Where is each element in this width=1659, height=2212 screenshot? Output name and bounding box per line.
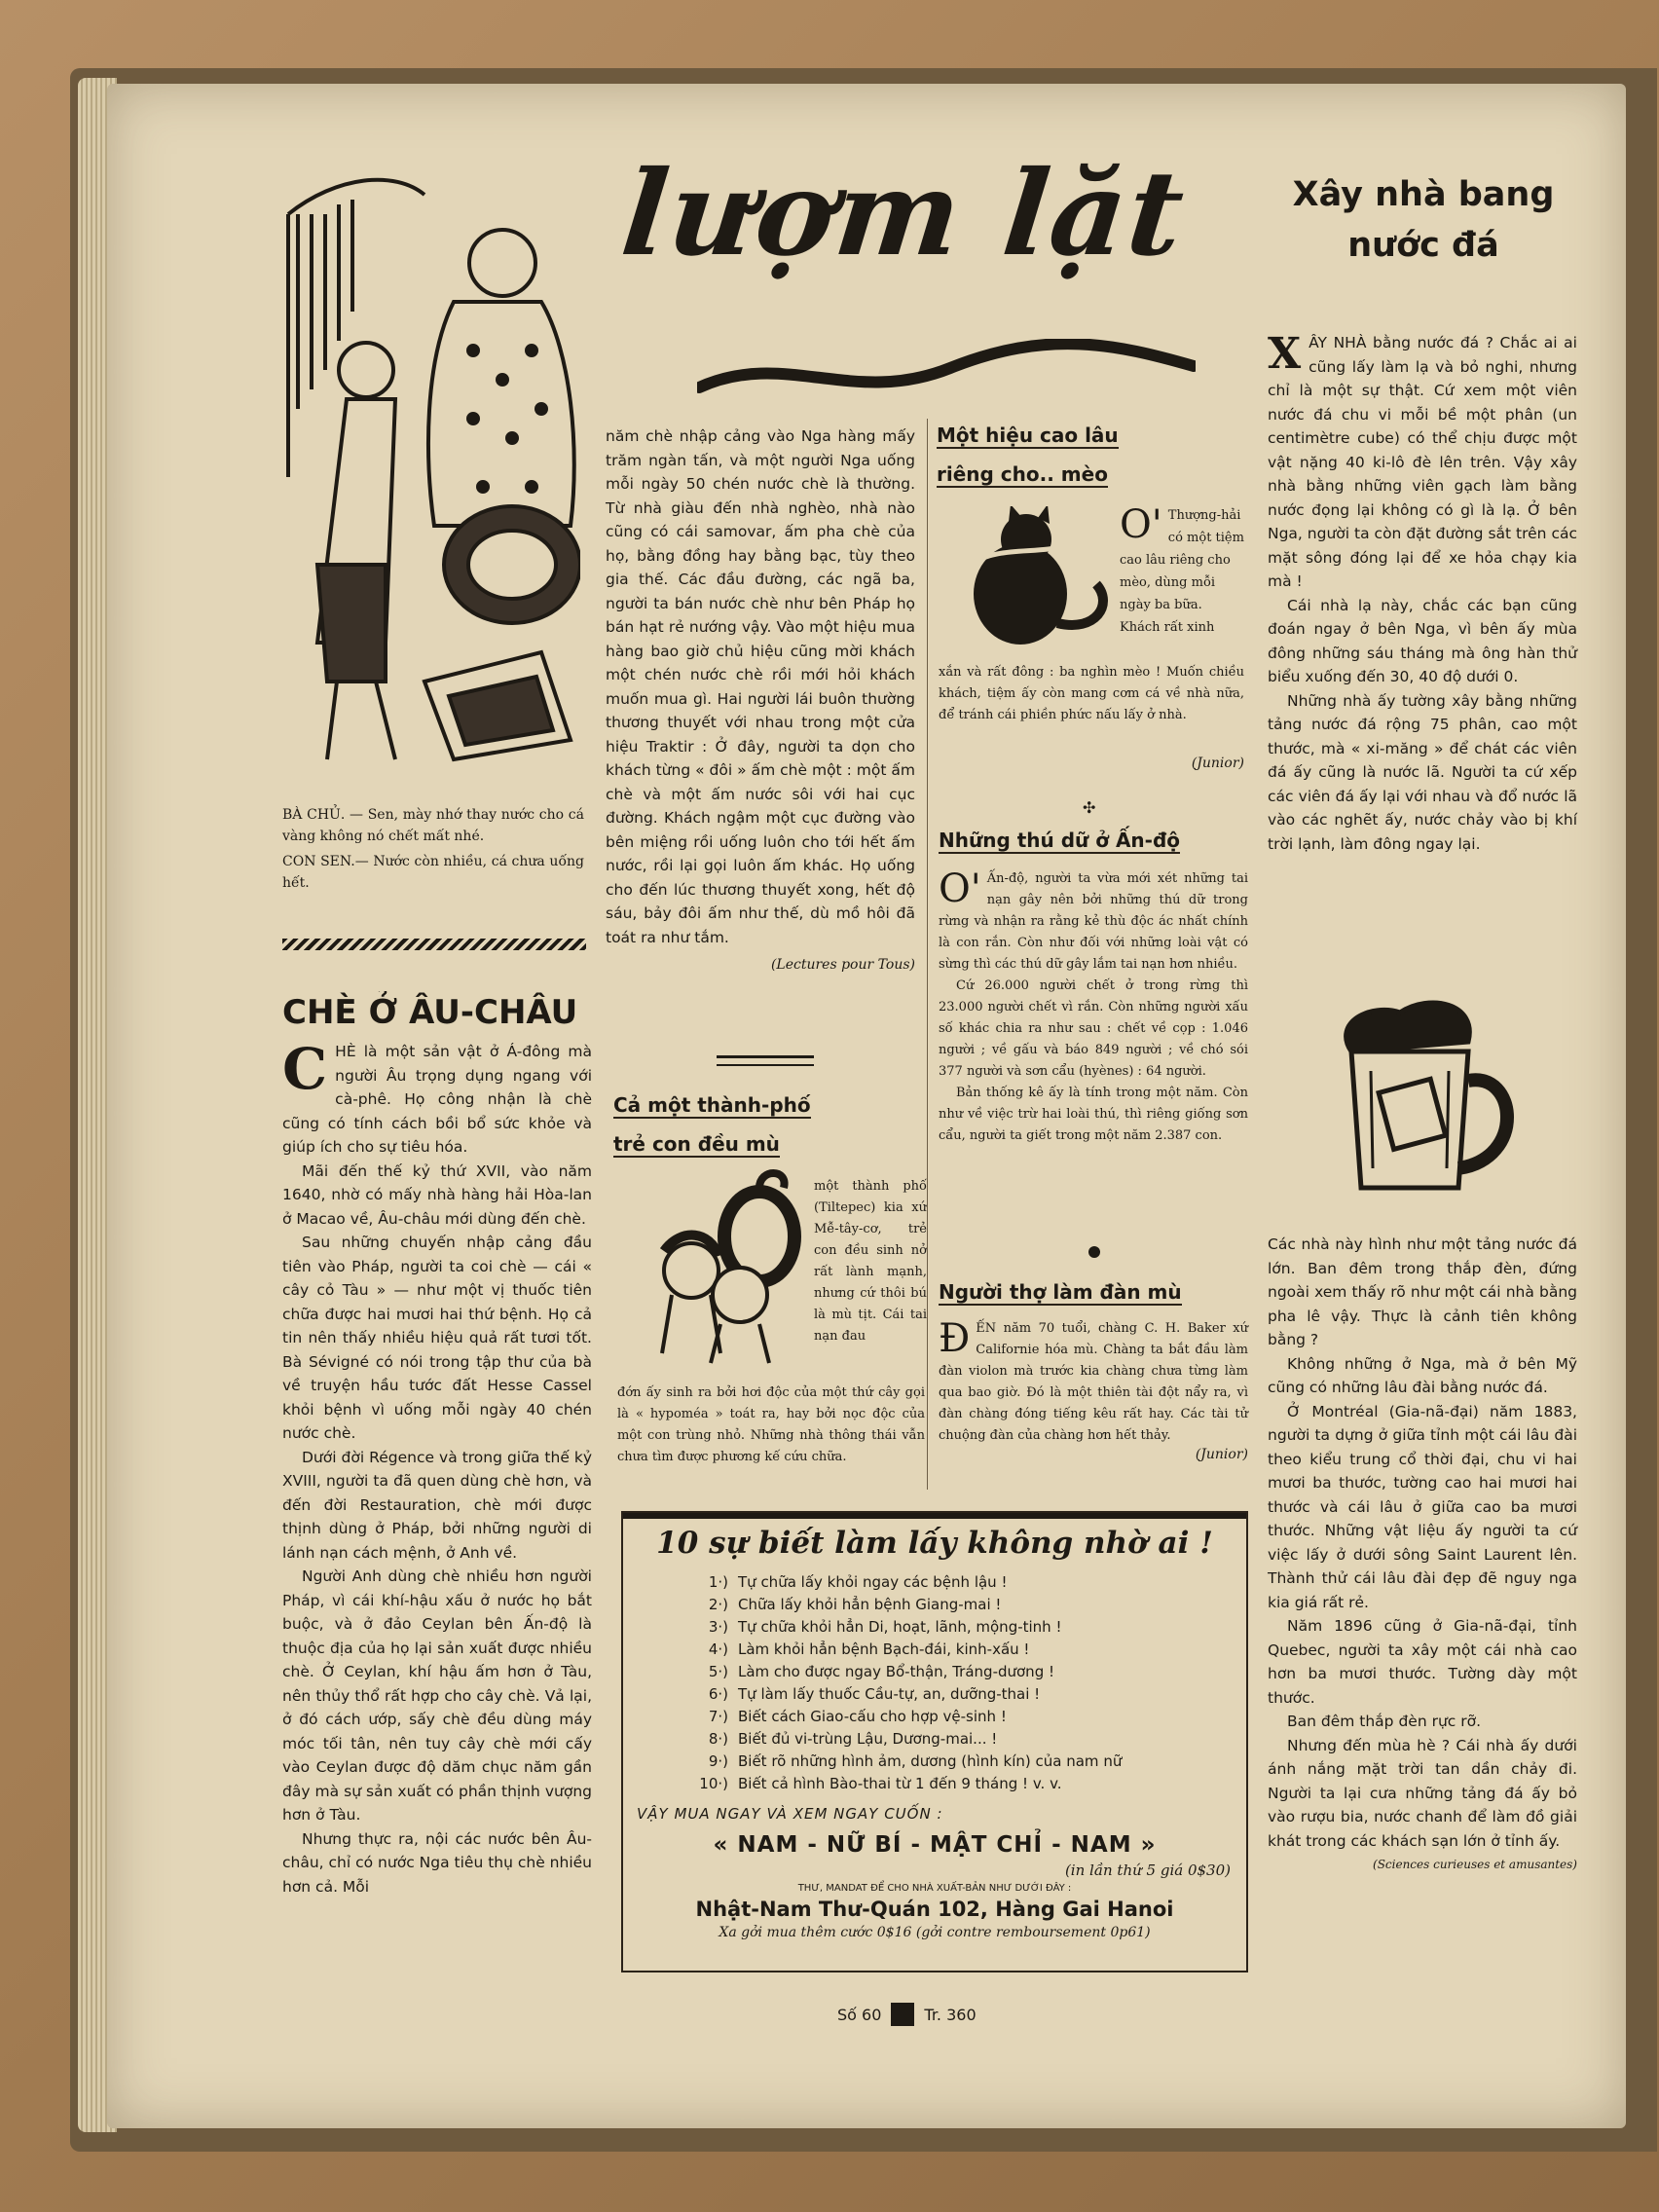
- divider-dot: [1088, 1246, 1100, 1258]
- ice-house-article: [1268, 331, 1577, 856]
- tea-paragraph: Dưới đời Régence và trong giữa thế kỷ XVIII, người ta đã quen dùng chè hơn, và đến đời Restauration, chè mới được thịnh dùng ở Pháp, bởi những người di lánh nạn cách mệnh, ở Anh về.: [282, 1448, 592, 1562]
- ad-item-text: Biết cách Giao-cấu cho hợp vệ-sinh !: [738, 1708, 1007, 1725]
- ad-item-text: Tự chữa lấy khỏi ngay các bệnh lậu !: [738, 1573, 1008, 1591]
- cats-title-line-1: Một hiệu cao lâu: [937, 424, 1119, 447]
- ad-list-item: [691, 1773, 1246, 1795]
- cats-text: xắn và rất đông : ba nghìn mèo ! Muốn chiều khách, tiệm ấy còn mang cơm cá về nhà nữa, để tránh cái phiền phức nấu lấy ở nhà.: [939, 665, 1244, 722]
- beasts-article: [939, 824, 1248, 1147]
- beasts-paragraph: Bản thống kê ấy là tính trong một năm. Còn như về việc trừ hai loài thú, thì riêng giống sơn cẩu, người ta giết trong một năm 2.387 con.: [939, 1086, 1248, 1143]
- caption-madam: BÀ CHỦ. — Sen, mày nhớ thay nước cho cá vàng không nó chết mất nhé.: [282, 807, 584, 844]
- ad-item-text: Tự chữa khỏi hẳn Di, hoạt, lãnh, mộng-tinh !: [738, 1618, 1062, 1636]
- ice-paragraph: Các nhà này hình như một tảng nước đá lớn. Ban đêm trong thắp đèn, đứng ngoài xem thấy rõ như một cái nhà bằng pha lê vậy. Thực là cảnh tiên không bằng ?: [1268, 1235, 1577, 1348]
- ad-title: 10 sự biết làm lấy không nhờ ai !: [623, 1513, 1246, 1567]
- divider-dots: ✣: [1083, 798, 1096, 817]
- children-illustration: [643, 1168, 818, 1373]
- tea-paragraph: Sau những chuyến nhập cảng đầu tiên vào Pháp, người ta coi chè — cái « cây cỏ Tàu » — như một vị thuốc tiên chữa được hai mươi hai thứ bệnh. Họ cả tin nên thấy nhiều hiệu quả rất tươi tốt. Bà Sévigné có nói trong tập thư của bà về truyện hầu tước đất Hesse Cassel khỏi bệnh vì uống mỗi ngày 40 chén nước chè.: [282, 1234, 592, 1442]
- magazine-logo-icon: [891, 2003, 914, 2026]
- ad-item-number: 4·): [708, 1641, 728, 1658]
- beasts-drop-cap: O': [939, 866, 981, 911]
- children-text-side: một thành phố (Tiltepec) kia xứ Mễ-tây-cơ, trẻ con đều sinh nở rất lành mạnh, nhưng cứ thôi bú là mù tịt. Cái tai nạn đau: [814, 1179, 927, 1344]
- ice-paragraph: Nhưng đến mùa hè ? Cái nhà ấy dưới ánh nắng mặt trời tan dần chảy đi. Người ta lại cưa những tảng đá ấy bỏ vào rượu bia, nước chanh để làm đồ giải khát trong các khách sạn lớn ở tỉnh ấy.: [1268, 1736, 1577, 1850]
- cats-text-side: Thượng-hải có một tiệm cao lâu riêng cho mèo, dùng mỗi ngày ba bữa. Khách rất xinh: [1120, 508, 1244, 635]
- tea-source: (Lectures pour Tous): [770, 957, 915, 973]
- children-title-line-2: trẻ con đều mù: [613, 1132, 780, 1156]
- ad-list-item: [691, 1661, 1246, 1683]
- ad-list-item: [691, 1751, 1246, 1773]
- violin-text: ẾN năm 70 tuổi, chàng C. H. Baker xứ Californie hóa mù. Chàng ta bắt đầu làm đàn violon mà trước kia chàng chưa từng làm qua bao giờ. Đó là một thiên tài đột nẩy ra, vì đàn chàng đóng tiếng kêu rất hay. Các tài tử chuộng đàn của chàng hơn hết thảy.: [939, 1321, 1248, 1443]
- ice-paragraph: Ban đêm thắp đèn rực rỡ.: [1287, 1713, 1482, 1730]
- ad-buy-line: VẬY MUA NGAY VÀ XEM NGAY CUỐN :: [637, 1805, 943, 1823]
- ad-book-title: « NAM - NỮ BÍ - MẬT CHỈ - NAM »: [713, 1832, 1157, 1858]
- ice-paragraph: Năm 1896 cũng ở Gia-nã-đại, tỉnh Quebec, người ta xây một cái nhà cao hơn ba mươi thước. Tường dày một thước.: [1268, 1617, 1577, 1707]
- column-rule: [927, 419, 928, 1490]
- tea-title: CHÈ Ở ÂU-CHÂU: [282, 993, 578, 1032]
- ad-list-item: [691, 1728, 1246, 1751]
- ad-mail-note: THƯ, MANDAT ĐỂ CHO NHÀ XUẤT-BẢN NHƯ DƯỚI ĐÂY :: [797, 1883, 1072, 1894]
- ad-item-number: 5·): [708, 1663, 728, 1680]
- masthead: [615, 145, 1246, 292]
- ad-item-number: 10·): [699, 1775, 728, 1792]
- masthead-title: lượm lặt: [615, 145, 1192, 282]
- masthead-wave: [697, 339, 1196, 407]
- ice-house-heading: [1266, 171, 1581, 273]
- tea-paragraph: HÈ là một sản vật ở Á-đông mà người Âu trọng dụng ngang với cà-phê. Họ công nhận là chè cũng có tính cách bồi bổ sức khỏe và giúp ích cho sự tiêu hóa.: [282, 1043, 592, 1156]
- tea-paragraph-continued: năm chè nhập cảng vào Nga hàng mấy trăm ngàn tấn, và một người Nga uống mỗi ngày 50 chén nước chè là thường. Từ nhà giàu đến nhà nghèo, nhà nào cũng có cái samovar, ấm pha chè của họ, bằng đồng hay bằng bạc, tùy theo gia thế. Các đầu đường, các ngã ba, người ta bán nước chè như bên Pháp họ bán hạt rẻ nướng vậy. Vào một hiệu mua hàng bao giờ chủ hiệu cũng mời khách một chén nước chè rồi mới hỏi khách muốn mua gì. Hai người lái buôn thường thương thuyết với nhau trong một cửa hiệu Traktir : Ở đây, người ta dọn cho khách từng « đôi » ấm chè một : một ấm chè và một ấm nước sôi với hai cục đường. Khách ngậm một cục đường vào bên miệng rồi uống luôn cho tới hết ấm nước, rồi lại gọi luôn ấm khác. Họ uống cho đến lúc thương thuyết xong, hết độ sáu, bảy đôi ấm như thế, dù mồ hôi đã toát ra như tắm.: [606, 427, 915, 946]
- ad-edition: (in lần thứ 5 giá 0$30): [1064, 1862, 1231, 1879]
- ice-paragraph: Không những ở Nga, mà ở bên Mỹ cũng có những lâu đài bằng nước đá.: [1268, 1354, 1577, 1396]
- cat-illustration: [950, 506, 1116, 652]
- ice-title-line-2: nước đá: [1347, 226, 1499, 265]
- tea-drop-cap: C: [282, 1036, 328, 1102]
- ice-house-article-cont: [1268, 1233, 1577, 1877]
- ad-item-number: 2·): [708, 1596, 728, 1613]
- violin-maker-article: [939, 1275, 1248, 1462]
- ad-item-text: Chữa lấy khỏi hẳn bệnh Giang-mai !: [738, 1596, 1002, 1613]
- ad-item-text: Biết cả hình Bào-thai từ 1 đến 9 tháng ! v. v.: [738, 1775, 1062, 1792]
- ad-postage: Xa gởi mua thêm cước 0$16 (gởi contre remboursement 0p61): [719, 1925, 1151, 1940]
- advertisement-box: [621, 1511, 1248, 1972]
- cartoon-illustration: [278, 175, 580, 779]
- ad-item-text: Biết rõ những hình ảm, dương (hình kín) của nam nữ: [738, 1752, 1123, 1770]
- ad-item-text: Tự làm lấy thuốc Cầu-tự, an, dưỡng-thai !: [738, 1685, 1041, 1703]
- ad-item-number: 9·): [708, 1752, 728, 1770]
- ice-drop-cap: X: [1268, 329, 1302, 379]
- tea-paragraph: Mãi đến thế kỷ thứ XVII, vào năm 1640, nhờ có mấy nhà hàng hải Hòa-lan ở Macao về, Âu-châu mới dùng đến chè.: [282, 1161, 592, 1228]
- ad-item-number: 8·): [708, 1730, 728, 1748]
- ice-paragraph: Cái nhà lạ này, chắc các bạn cũng đoán ngay ở bên Nga, vì bên ấy mùa đông những sáu tháng mà ông hàn thử biểu xuống đến 30, 40 độ dưới 0.: [1268, 596, 1577, 685]
- ice-title-line-1: Xây nhà bang: [1292, 175, 1555, 214]
- beasts-title: Những thú dữ ở Ấn-độ: [939, 829, 1181, 852]
- beasts-paragraph: Ấn-độ, người ta vừa mới xét những tai nạn gây nên bởi những thú dữ trong rừng và nhận ra rằng kẻ thù độc ác nhất chính là con rắn. Còn như đối với những loài vật có sừng thì các thú dữ gây lắm tai nạn hơn nhiều.: [939, 871, 1248, 972]
- ad-list-item: [691, 1683, 1246, 1706]
- children-title-line-1: Cả một thành-phố: [613, 1093, 811, 1117]
- ad-item-number: 1·): [708, 1573, 728, 1591]
- beer-mug-illustration: [1312, 993, 1527, 1207]
- tea-paragraph: Nhưng thực ra, nội các nước bên Âu-châu, chỉ có nước Nga tiêu thụ chè nhiều hơn cả. Mỗi: [282, 1829, 592, 1896]
- caption-maid: CON SEN.— Nước còn nhiều, cá chưa uống hết.: [282, 854, 584, 891]
- ad-list: [623, 1571, 1246, 1795]
- cartoon-caption: [282, 804, 584, 894]
- page-number: Tr. 360: [924, 2005, 977, 2024]
- cats-title-line-2: riêng cho.. mèo: [937, 462, 1108, 486]
- ad-item-number: 3·): [708, 1618, 728, 1636]
- tea-paragraph: Người Anh dùng chè nhiều hơn người Pháp, vì cái khí-hậu xấu ở nước họ bắt buộc, và ở đảo Ceylan bên Ấn-độ là thuộc địa của họ lại sản xuất được nhiều chè. Ở Ceylan, khí hậu ấm hơn ở Tàu, nên thủy thổ rất hợp cho cây chè. Vả lại, ở đó cách ướp, sấy chè đều dùng máy móc tối tân, nên tuy cây chè mới cấy vào Ceylan được độ dăm chục năm gần đây mà sự sản xuất có phần thịnh vượng hơn ở Tàu.: [282, 1567, 592, 1824]
- section-divider: [282, 939, 586, 950]
- ad-list-item: [691, 1571, 1246, 1594]
- page-footer: [837, 2000, 1032, 2029]
- beasts-paragraph: Cứ 26.000 người chết ở trong rừng thì 23.000 người chết vì rắn. Còn những người xấu số khác chia ra như sau : chết về cọp : 1.046 người ; về gấu và báo 849 người ; về chó sói 377 người và sơn cẩu (hyènes) : 64 người.: [939, 978, 1248, 1079]
- ad-publisher: Nhật-Nam Thư-Quán 102, Hàng Gai Hanoi: [695, 1898, 1174, 1921]
- ice-paragraph: ÂY NHÀ bằng nước đá ? Chắc ai ai cũng lấy làm lạ và bỏ nghi, nhưng chỉ là một sự thật. Cứ xem một viên nước đá chu vi mỗi bề một phân (un centimètre cube) có thể chịu được một vật nặng 40 ki-lô đè lên trên. Vậy xây nhà bằng những viên gạch làm bằng nước đọng lại không có gì là lạ. Ở bên Nga, người ta còn đặt đường sắt trên các mặt sông đóng lại để xe hỏa chạy kia mà !: [1268, 334, 1577, 590]
- cat-restaurant-article: [937, 419, 1248, 491]
- ad-item-text: Biết đủ vi-trùng Lậu, Dương-mai... !: [738, 1730, 998, 1748]
- ice-paragraph: Những nhà ấy tường xây bằng những tảng nước đá rộng 75 phân, cao một thước, mà « xi-măng » để chát các viên đá ấy cũng là nước lã. Người ta cứ xếp các viên đá ấy lại với nhau và đổ nước lã vào các nghẽt ấy, nước chảy vào bị khí trời lạnh, làm đông ngay lại.: [1268, 691, 1577, 853]
- ice-source: (Sciences curieuses et amusantes): [1373, 1858, 1577, 1871]
- ad-list-item: [691, 1706, 1246, 1728]
- ad-item-text: Làm khỏi hẳn bệnh Bạch-đái, kinh-xấu !: [738, 1641, 1030, 1658]
- children-text: đớn ấy sinh ra bởi hơi độc của một thứ cây gọi là « hypoméa » toát ra, hay bởi nọc độc của một con trùng nhỏ. Những nhà thông thái vẫn chưa tìm được phương kế cứu chữa.: [617, 1385, 925, 1464]
- short-divider: [717, 1055, 814, 1066]
- violin-title: Người thợ làm đàn mù: [939, 1280, 1182, 1304]
- cats-side: [1120, 504, 1246, 639]
- blind-children-article: [613, 1088, 925, 1161]
- tea-continuation: [606, 424, 915, 977]
- cats-drop-cap: O': [1120, 502, 1162, 547]
- ad-item-text: Làm cho được ngay Bổ-thận, Tráng-dương !: [738, 1663, 1054, 1680]
- issue-number: Số 60: [837, 2005, 882, 2024]
- ad-list-item: [691, 1594, 1246, 1616]
- violin-source: (Junior): [1195, 1447, 1248, 1462]
- ice-paragraph: Ở Montréal (Gia-nã-đại) năm 1883, người ta dựng ở giữa tỉnh một cái lâu đài theo kiểu trung cổ thời đại, chu vi hai mươi ba thước, tường cao hai mươi hai thước và cái lâu ở giữa cao ba mươi thước. Những vật liệu ấy người ta cứ việc lấy ở dưới sông Saint Laurent lên. Thành thử cái lâu đài đẹp đẽ nguy nga kia giá rất rẻ.: [1268, 1402, 1577, 1611]
- ad-list-item: [691, 1639, 1246, 1661]
- ad-list-item: [691, 1616, 1246, 1639]
- ad-item-number: 7·): [708, 1708, 728, 1725]
- cats-source: (Junior): [1191, 756, 1244, 771]
- violin-drop-cap: Đ: [939, 1316, 971, 1361]
- ad-item-number: 6·): [708, 1685, 728, 1703]
- tea-article: [282, 991, 592, 1965]
